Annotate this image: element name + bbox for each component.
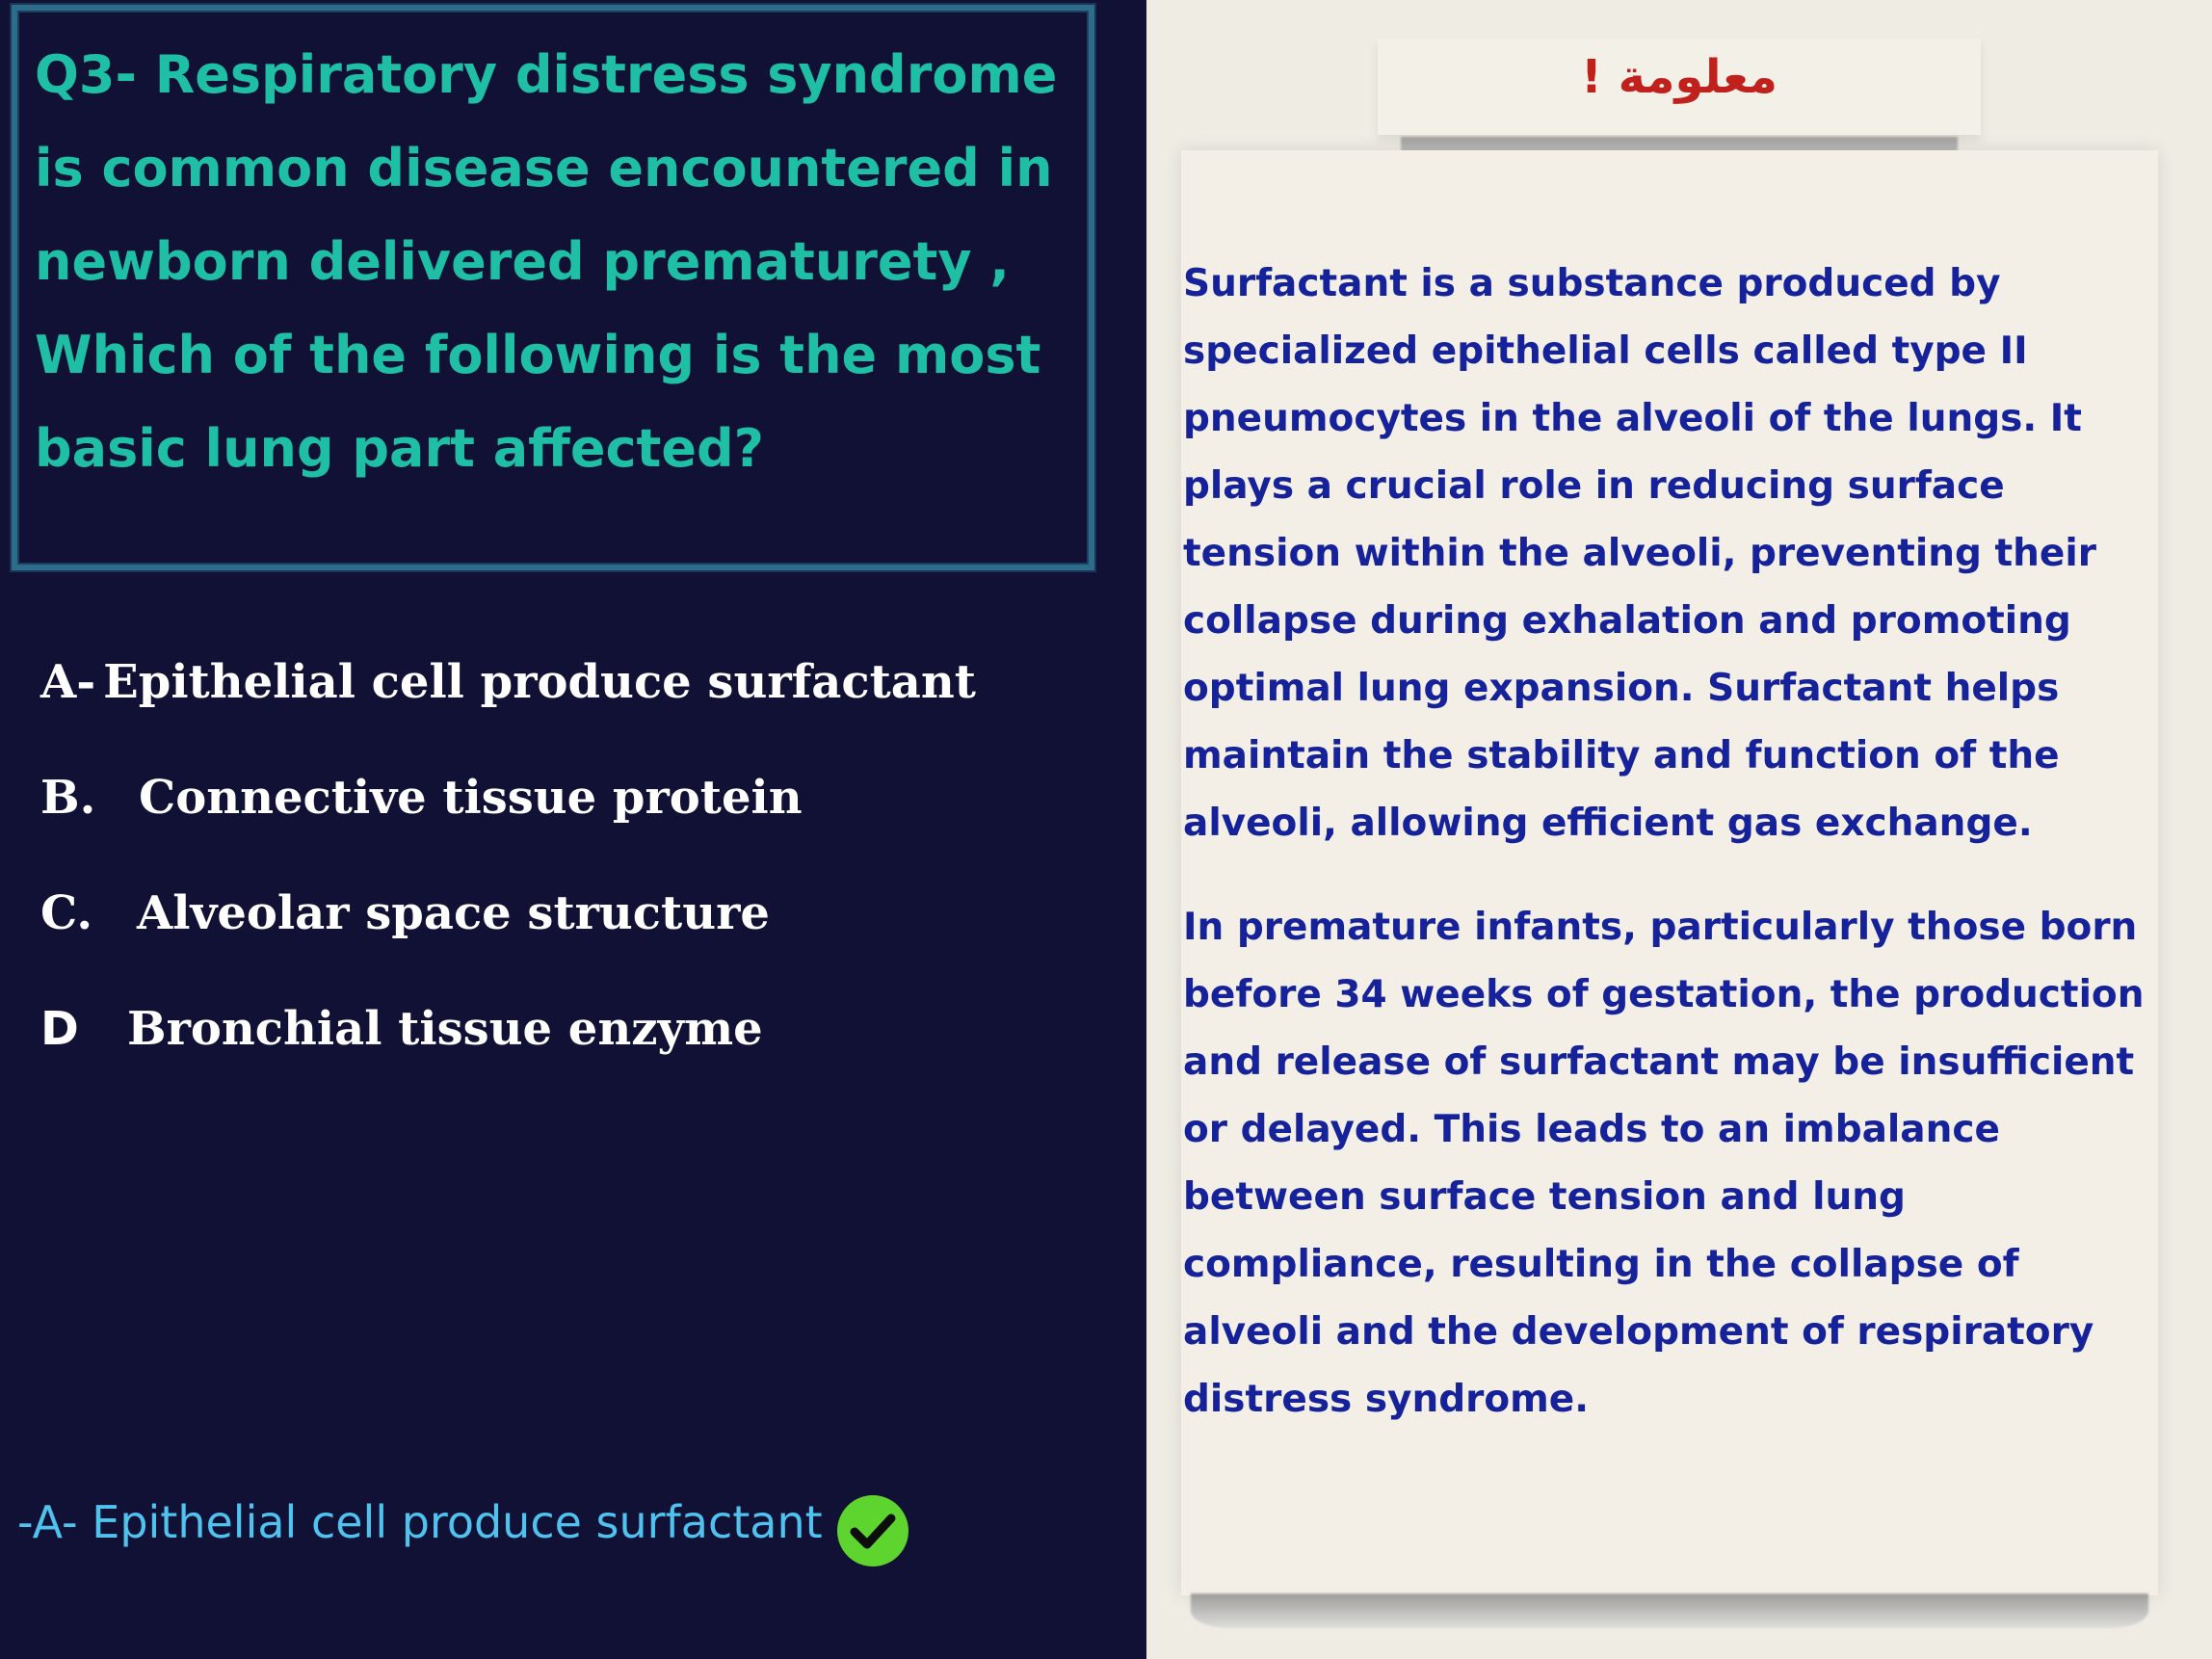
note-header <box>1378 39 1981 135</box>
option-label: Alveolar space structure <box>137 886 770 940</box>
answer-text: -A- Epithelial cell produce surfactant <box>17 1496 823 1548</box>
correct-answer <box>17 1491 909 1553</box>
option-b[interactable] <box>40 771 1100 848</box>
note-paragraph-1: Surfactant is a substance produced by specialized epithelial cells called type II pneumocytes in the alveoli of the lungs. It plays a crucial role in reducing surface tension within the alveoli, preventing their collapse during exhalation and promoting optimal lung expansion. Surfactant helps maintain the stability and function of the alveoli, allowing efficient gas exchange. <box>1183 262 2096 845</box>
option-label: Epithelial cell produce surfactant <box>103 655 976 709</box>
question-box <box>12 5 1094 570</box>
check-circle-icon <box>836 1494 909 1567</box>
note-paragraph-2: In premature infants, particularly those born before 34 weeks of gestation, the production and release of surfactant may be insufficient or delayed. This leads to an imbalance between surface tension and lung compliance, resulting in the collapse of alveoli and the development of respiratory distress syndrome. <box>1183 906 2145 1421</box>
option-letter: B. <box>40 771 96 825</box>
note-title: معلومة ! <box>1581 50 1778 104</box>
option-letter: D <box>40 1002 79 1056</box>
info-panel <box>1146 0 2212 1659</box>
option-letter: C. <box>40 886 93 940</box>
question-text: Q3- Respiratory distress syndrome is common disease encountered in newborn delivered prematurety , Which of the following is the most basic lung part affected? <box>35 44 1058 479</box>
option-label: Connective tissue protein <box>139 771 803 825</box>
option-a[interactable] <box>40 655 1100 732</box>
option-c[interactable] <box>40 886 1100 963</box>
option-d[interactable] <box>40 1002 1100 1079</box>
note-paper <box>1181 150 2158 1595</box>
option-letter: A- <box>40 655 96 709</box>
option-label: Bronchial tissue enzyme <box>127 1002 763 1056</box>
